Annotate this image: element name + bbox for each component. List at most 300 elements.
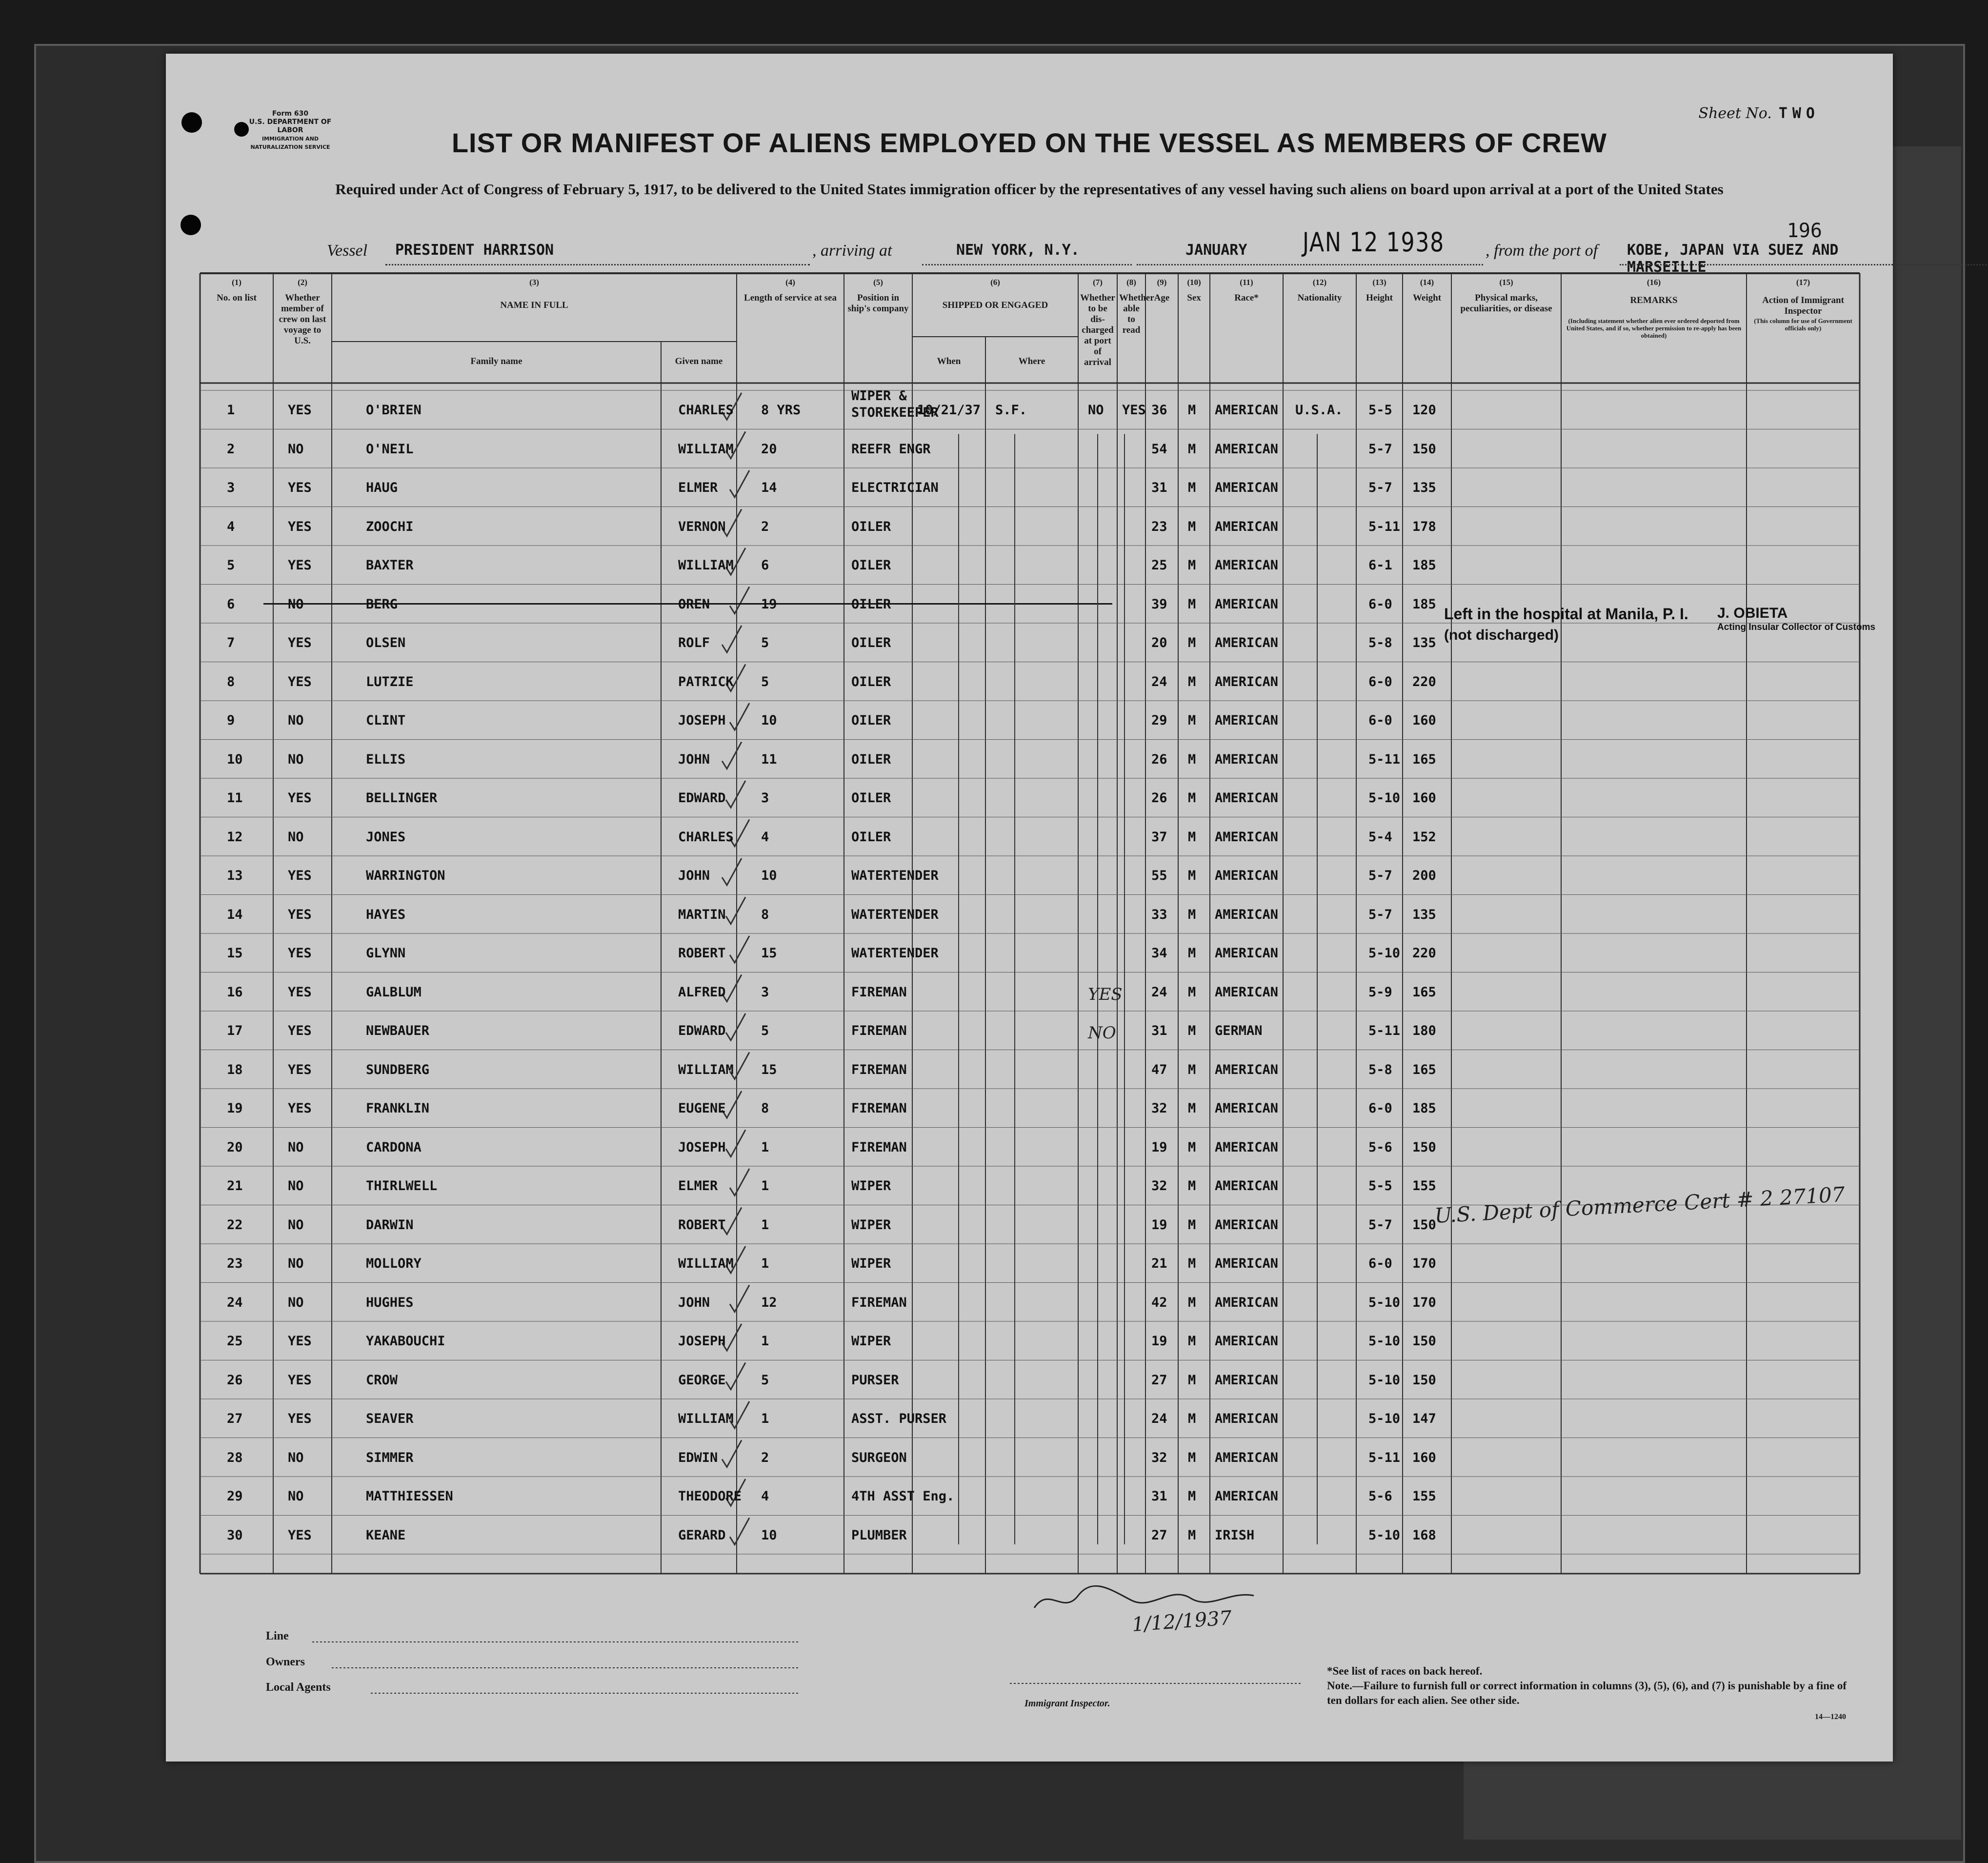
given-name: WILLIAM xyxy=(678,441,734,457)
position: ASST. PURSER xyxy=(851,1411,947,1426)
given-name: ROBERT xyxy=(678,946,726,961)
column-note-c17: (This column for use of Government officials only) xyxy=(1754,317,1852,332)
column-number-c17: (17) xyxy=(1796,278,1810,287)
sex: M xyxy=(1188,1527,1196,1543)
length-of-service: 1 xyxy=(761,1334,769,1349)
sex: M xyxy=(1188,1217,1196,1233)
race: AMERICAN xyxy=(1215,713,1279,728)
height: 6-0 xyxy=(1368,596,1392,612)
row-number: 3 xyxy=(227,480,235,495)
race: AMERICAN xyxy=(1215,635,1279,650)
weight: 150 xyxy=(1412,1217,1436,1233)
column-header-c10: Sex xyxy=(1187,293,1201,303)
column-header-c8: Whether able to read xyxy=(1119,293,1154,335)
sex: M xyxy=(1188,1411,1196,1426)
arriving-label: , arriving at xyxy=(812,242,892,260)
previous-voyage: YES xyxy=(288,558,312,573)
sex: M xyxy=(1188,907,1196,922)
race: AMERICAN xyxy=(1215,1334,1279,1349)
previous-voyage: YES xyxy=(288,1101,312,1116)
age: 39 xyxy=(1151,596,1167,612)
sex: M xyxy=(1188,403,1196,418)
position: SURGEON xyxy=(851,1450,907,1465)
sex: M xyxy=(1188,635,1196,650)
height: 5-9 xyxy=(1368,984,1392,1000)
weight: 220 xyxy=(1412,946,1436,961)
age: 26 xyxy=(1151,790,1167,806)
previous-voyage: NO xyxy=(288,751,304,767)
race: AMERICAN xyxy=(1215,403,1279,418)
family-name-header: Family name xyxy=(470,356,522,366)
previous-voyage: NO xyxy=(288,1295,304,1310)
height: 5-7 xyxy=(1368,480,1392,495)
weight: 165 xyxy=(1412,984,1436,1000)
length-of-service: 2 xyxy=(761,519,769,534)
column-header-c2: Whether member of crew on last voyage to U.S. xyxy=(279,293,326,346)
given-name: JOSEPH xyxy=(678,713,726,728)
column-header-c6: SHIPPED OR ENGAGED xyxy=(942,300,1048,310)
family-name: KEANE xyxy=(366,1527,406,1543)
height: 5-4 xyxy=(1368,829,1392,845)
previous-voyage: YES xyxy=(288,1527,312,1543)
race: IRISH xyxy=(1215,1527,1255,1543)
position: FIREMAN xyxy=(851,1023,907,1038)
weight: 170 xyxy=(1412,1295,1436,1310)
column-header-c15: Physical marks, peculiarities, or disease xyxy=(1460,293,1552,314)
weight: 178 xyxy=(1412,519,1436,534)
weight: 135 xyxy=(1412,635,1436,650)
row-number: 22 xyxy=(227,1217,243,1233)
column-number-c8: (8) xyxy=(1126,278,1136,287)
race: AMERICAN xyxy=(1215,441,1279,457)
age: 31 xyxy=(1151,480,1167,495)
age: 32 xyxy=(1151,1101,1167,1116)
weight: 200 xyxy=(1412,868,1436,883)
given-name: MARTIN xyxy=(678,907,726,922)
column-header-c1: No. on list xyxy=(217,293,257,303)
given-name: CHARLES xyxy=(678,403,734,418)
length-of-service: 3 xyxy=(761,984,769,1000)
given-name: EDWIN xyxy=(678,1450,718,1465)
previous-voyage: NO xyxy=(288,1217,304,1233)
previous-voyage: YES xyxy=(288,1334,312,1349)
age: 54 xyxy=(1151,441,1167,457)
sex: M xyxy=(1188,674,1196,689)
previous-voyage: NO xyxy=(288,441,304,457)
previous-voyage: YES xyxy=(288,790,312,806)
age: 32 xyxy=(1151,1450,1167,1465)
position: REEFR ENGR xyxy=(851,441,931,457)
page-number: 196 xyxy=(1787,220,1822,242)
given-name: THEODORE xyxy=(678,1489,742,1504)
family-name: O'NEIL xyxy=(366,441,414,457)
previous-voyage: NO xyxy=(288,596,304,612)
height: 5-10 xyxy=(1368,1295,1401,1310)
length-of-service: 1 xyxy=(761,1178,769,1194)
row-number: 26 xyxy=(227,1372,243,1388)
length-of-service: 2 xyxy=(761,1450,769,1465)
given-name: GERARD xyxy=(678,1527,726,1543)
family-name: MOLLORY xyxy=(366,1256,422,1271)
document-title: LIST OR MANIFEST OF ALIENS EMPLOYED ON THE VESSEL AS MEMBERS OF CREW xyxy=(451,127,1607,158)
previous-voyage: YES xyxy=(288,519,312,534)
length-of-service: 4 xyxy=(761,1489,769,1504)
race: AMERICAN xyxy=(1215,1101,1279,1116)
race: AMERICAN xyxy=(1215,1139,1279,1155)
footnote-penalty: Note.—Failure to furnish full or correct information in columns (3), (5), (6), and (7) is punishable by a fine of ten dollars for each alien. See other side. xyxy=(1327,1680,1847,1706)
column-header-c17: Action of Immigrant Inspector xyxy=(1762,295,1844,316)
position: ELECTRICIAN xyxy=(851,480,939,495)
age: 21 xyxy=(1151,1256,1167,1271)
family-name: LUTZIE xyxy=(366,674,414,689)
previous-voyage: NO xyxy=(288,713,304,728)
sex: M xyxy=(1188,1062,1196,1077)
height: 6-1 xyxy=(1368,558,1392,573)
race: AMERICAN xyxy=(1215,1062,1279,1077)
arrival-port: NEW YORK, N.Y. xyxy=(956,242,1080,259)
given-name: ROBERT xyxy=(678,1217,726,1233)
row-number: 7 xyxy=(227,635,235,650)
race: AMERICAN xyxy=(1215,1178,1279,1194)
length-of-service: 14 xyxy=(761,480,777,495)
column-number-c1: (1) xyxy=(232,278,241,287)
length-of-service: 19 xyxy=(761,596,777,612)
family-name: HUGHES xyxy=(366,1295,414,1310)
sex: M xyxy=(1188,829,1196,845)
family-name: FRANKLIN xyxy=(366,1101,430,1116)
position: PLUMBER xyxy=(851,1527,907,1543)
column-header-c16: REMARKS xyxy=(1630,295,1678,305)
given-name: WILLIAM xyxy=(678,1411,734,1426)
race: AMERICAN xyxy=(1215,790,1279,806)
form-number: Form 630 xyxy=(272,110,309,118)
given-name: EUGENE xyxy=(678,1101,726,1116)
length-of-service: 1 xyxy=(761,1256,769,1271)
from-port: KOBE, JAPAN VIA SUEZ AND MARSEILLE xyxy=(1627,242,1839,276)
given-name: ALFRED xyxy=(678,984,726,1000)
length-of-service: 10 xyxy=(761,868,777,883)
check-mark xyxy=(726,1013,745,1040)
check-mark xyxy=(722,742,742,769)
race: AMERICAN xyxy=(1215,519,1279,534)
height: 6-0 xyxy=(1368,674,1392,689)
weight: 185 xyxy=(1412,596,1436,612)
remark-row6-line1: Left in the hospital at Manila, P. I. xyxy=(1444,605,1688,623)
weight: 155 xyxy=(1412,1489,1436,1504)
sex: M xyxy=(1188,868,1196,883)
length-of-service: 20 xyxy=(761,441,777,457)
height: 5-6 xyxy=(1368,1489,1392,1504)
race: AMERICAN xyxy=(1215,1256,1279,1271)
previous-voyage: YES xyxy=(288,1411,312,1426)
column-number-c9: (9) xyxy=(1157,278,1167,287)
given-name: ROLF xyxy=(678,635,710,650)
sheet-value: TWO xyxy=(1778,105,1820,122)
weight: 185 xyxy=(1412,1101,1436,1116)
column-number-c10: (10) xyxy=(1187,278,1201,287)
print-code: 14—1240 xyxy=(1815,1713,1846,1721)
previous-voyage: NO xyxy=(288,1489,304,1504)
column-number-c14: (14) xyxy=(1420,278,1434,287)
footnote xyxy=(1327,1664,1864,1708)
column-header-c14: Weight xyxy=(1412,293,1442,303)
family-name: HAYES xyxy=(366,907,406,922)
height: 5-5 xyxy=(1368,1178,1392,1194)
row-number: 13 xyxy=(227,868,243,883)
row-number: 15 xyxy=(227,946,243,961)
weight: 152 xyxy=(1412,829,1436,845)
age: 23 xyxy=(1151,519,1167,534)
given-name: WILLIAM xyxy=(678,1062,734,1077)
position: WATERTENDER xyxy=(851,907,939,922)
given-name: ELMER xyxy=(678,1178,718,1194)
height: 5-7 xyxy=(1368,441,1392,457)
sex: M xyxy=(1188,1256,1196,1271)
previous-voyage: YES xyxy=(288,635,312,650)
sex: M xyxy=(1188,1101,1196,1116)
row-number: 23 xyxy=(227,1256,243,1271)
family-name: ZOOCHI xyxy=(366,519,414,534)
sex: M xyxy=(1188,946,1196,961)
race: AMERICAN xyxy=(1215,1411,1279,1426)
given-name: JOHN xyxy=(678,868,710,883)
remark-row6-officer: J. OBIETA xyxy=(1717,605,1788,621)
weight: 120 xyxy=(1412,403,1436,418)
race: AMERICAN xyxy=(1215,1450,1279,1465)
previous-voyage: YES xyxy=(288,1023,312,1038)
height: 5-10 xyxy=(1368,1411,1401,1426)
given-name: EDWARD xyxy=(678,790,726,806)
height: 5-10 xyxy=(1368,1527,1401,1543)
arrival-month: JANUARY xyxy=(1185,242,1247,259)
column-header-c5: Position in ship's company xyxy=(847,293,909,314)
weight: 150 xyxy=(1412,1334,1436,1349)
age: 25 xyxy=(1151,558,1167,573)
family-name: CLINT xyxy=(366,713,406,728)
length-of-service: 8 xyxy=(761,907,769,922)
service-name: IMMIGRATION AND NATURALIZATION SERVICE xyxy=(250,136,330,150)
sex: M xyxy=(1188,519,1196,534)
column-number-c4: (4) xyxy=(785,278,795,287)
sex: M xyxy=(1188,751,1196,767)
column-number-c11: (11) xyxy=(1240,278,1253,287)
remark-row6-line2: (not discharged) xyxy=(1444,627,1559,643)
previous-voyage: NO xyxy=(288,1139,304,1155)
line-label: Line xyxy=(266,1630,289,1642)
discharge: NO xyxy=(1088,403,1104,418)
race: GERMAN xyxy=(1215,1023,1263,1038)
age: 31 xyxy=(1151,1023,1167,1038)
check-mark xyxy=(730,470,749,497)
given-name: GEORGE xyxy=(678,1372,726,1388)
position: OILER xyxy=(851,829,891,845)
row-number: 1 xyxy=(227,403,235,418)
weight: 150 xyxy=(1412,441,1436,457)
race: AMERICAN xyxy=(1215,751,1279,767)
weight: 160 xyxy=(1412,1450,1436,1465)
previous-voyage: YES xyxy=(288,984,312,1000)
column-number-c2: (2) xyxy=(298,278,307,287)
discharge: NO xyxy=(1088,1023,1116,1043)
check-mark xyxy=(722,1440,742,1467)
family-name: JONES xyxy=(366,829,406,845)
length-of-service: 8 xyxy=(761,1101,769,1116)
sex: M xyxy=(1188,1334,1196,1349)
position: WATERTENDER xyxy=(851,868,939,883)
column-number-c6: (6) xyxy=(990,278,1000,287)
check-mark xyxy=(730,1285,749,1312)
previous-voyage: YES xyxy=(288,1372,312,1388)
weight: 168 xyxy=(1412,1527,1436,1543)
length-of-service: 11 xyxy=(761,751,777,767)
family-name: SUNDBERG xyxy=(366,1062,430,1077)
column-number-c5: (5) xyxy=(873,278,883,287)
column-number-c15: (15) xyxy=(1499,278,1513,287)
row-number: 2 xyxy=(227,441,235,457)
weight: 150 xyxy=(1412,1372,1436,1388)
check-mark xyxy=(730,936,749,963)
check-mark xyxy=(726,781,745,808)
remark-row20-note: U.S. Dept of Commerce Cert # 2 27107 xyxy=(1434,1182,1846,1228)
nationality: U.S.A. xyxy=(1295,403,1343,418)
family-name: GLYNN xyxy=(366,946,406,961)
height: 5-10 xyxy=(1368,946,1401,961)
column-number-c13: (13) xyxy=(1372,278,1386,287)
age: 34 xyxy=(1151,946,1167,961)
column-header-c11: Race* xyxy=(1234,293,1259,303)
age: 55 xyxy=(1151,868,1167,883)
column-header-c7: Whether to be dis-charged at port of arrival xyxy=(1080,293,1115,367)
age: 24 xyxy=(1151,1411,1167,1426)
age: 19 xyxy=(1151,1217,1167,1233)
length-of-service: 12 xyxy=(761,1295,777,1310)
race: AMERICAN xyxy=(1215,480,1279,495)
weight: 147 xyxy=(1412,1411,1436,1426)
previous-voyage: YES xyxy=(288,1062,312,1077)
check-mark xyxy=(722,626,742,652)
length-of-service: 10 xyxy=(761,1527,777,1543)
local-agents-label: Local Agents xyxy=(266,1681,331,1694)
length-of-service: 15 xyxy=(761,946,777,961)
race: AMERICAN xyxy=(1215,674,1279,689)
weight: 150 xyxy=(1412,1139,1436,1155)
sex: M xyxy=(1188,790,1196,806)
length-of-service: 4 xyxy=(761,829,769,845)
age: 32 xyxy=(1151,1178,1167,1194)
race: AMERICAN xyxy=(1215,1489,1279,1504)
sheet-label: Sheet No. xyxy=(1698,105,1772,122)
family-name: WARRINGTON xyxy=(366,868,445,883)
given-name: WILLIAM xyxy=(678,1256,734,1271)
sex: M xyxy=(1188,1295,1196,1310)
family-name: NEWBAUER xyxy=(366,1023,430,1038)
sex: M xyxy=(1188,1489,1196,1504)
given-name: JOSEPH xyxy=(678,1334,726,1349)
row-number: 30 xyxy=(227,1527,243,1543)
position: OILER xyxy=(851,751,891,767)
height: 6-0 xyxy=(1368,713,1392,728)
position: 4TH ASST Eng. xyxy=(851,1489,955,1504)
shipped-where-header: Where xyxy=(1018,356,1045,366)
family-name: CARDONA xyxy=(366,1139,422,1155)
given-name: CHARLES xyxy=(678,829,734,845)
row-number: 24 xyxy=(227,1295,243,1310)
previous-voyage: YES xyxy=(288,480,312,495)
position: WIPER xyxy=(851,1217,891,1233)
row-number: 16 xyxy=(227,984,243,1000)
vessel-name: PRESIDENT HARRISON xyxy=(395,242,554,259)
height: 5-6 xyxy=(1368,1139,1392,1155)
previous-voyage: YES xyxy=(288,907,312,922)
given-name: OREN xyxy=(678,596,710,612)
column-header-c13: Height xyxy=(1366,293,1393,303)
column-number-c12: (12) xyxy=(1312,278,1327,287)
family-name: SEAVER xyxy=(366,1411,414,1426)
column-note-c16: (Including statement whether alien ever ordered deported from United States, and if so, whether permission to re-apply has been obtained) xyxy=(1566,317,1742,339)
sex: M xyxy=(1188,1139,1196,1155)
previous-voyage: NO xyxy=(288,1178,304,1194)
age: 31 xyxy=(1151,1489,1167,1504)
race: AMERICAN xyxy=(1215,829,1279,845)
row-number: 4 xyxy=(227,519,235,534)
height: 5-8 xyxy=(1368,635,1392,650)
position: OILER xyxy=(851,790,891,806)
family-name: SIMMER xyxy=(366,1450,414,1465)
age: 29 xyxy=(1151,713,1167,728)
discharge: YES xyxy=(1088,984,1123,1004)
length-of-service: 5 xyxy=(761,674,769,689)
shipped-where: S.F. xyxy=(995,403,1027,418)
height: 6-0 xyxy=(1368,1256,1392,1271)
given-name: JOHN xyxy=(678,751,710,767)
position: WIPER xyxy=(851,1334,891,1349)
sex: M xyxy=(1188,1178,1196,1194)
row-number: 14 xyxy=(227,907,243,922)
length-of-service: 1 xyxy=(761,1139,769,1155)
position: OILER xyxy=(851,713,891,728)
row-number: 6 xyxy=(227,596,235,612)
race: AMERICAN xyxy=(1215,984,1279,1000)
sex: M xyxy=(1188,441,1196,457)
previous-voyage: YES xyxy=(288,868,312,883)
position: WIPER xyxy=(851,1256,891,1271)
shipped-when-header: When xyxy=(937,356,961,366)
sex: M xyxy=(1188,713,1196,728)
race: AMERICAN xyxy=(1215,868,1279,883)
position: OILER xyxy=(851,519,891,534)
column-header-c9: Age xyxy=(1154,293,1170,303)
row-number: 27 xyxy=(227,1411,243,1426)
position: WATERTENDER xyxy=(851,946,939,961)
weight: 135 xyxy=(1412,480,1436,495)
age: 33 xyxy=(1151,907,1167,922)
inspector-signature xyxy=(1034,1586,1254,1608)
from-label: , from the port of xyxy=(1486,242,1598,260)
given-name: JOHN xyxy=(678,1295,710,1310)
column-header-c12: Nationality xyxy=(1297,293,1342,303)
race: AMERICAN xyxy=(1215,907,1279,922)
height: 5-8 xyxy=(1368,1062,1392,1077)
given-name: JOSEPH xyxy=(678,1139,726,1155)
remark-row6-title: Acting Insular Collector of Customs xyxy=(1717,622,1876,632)
sex: M xyxy=(1188,1450,1196,1465)
position: FIREMAN xyxy=(851,1295,907,1310)
race: AMERICAN xyxy=(1215,1372,1279,1388)
row-number: 9 xyxy=(227,713,235,728)
length-of-service: 3 xyxy=(761,790,769,806)
length-of-service: 5 xyxy=(761,635,769,650)
given-name: EDWARD xyxy=(678,1023,726,1038)
